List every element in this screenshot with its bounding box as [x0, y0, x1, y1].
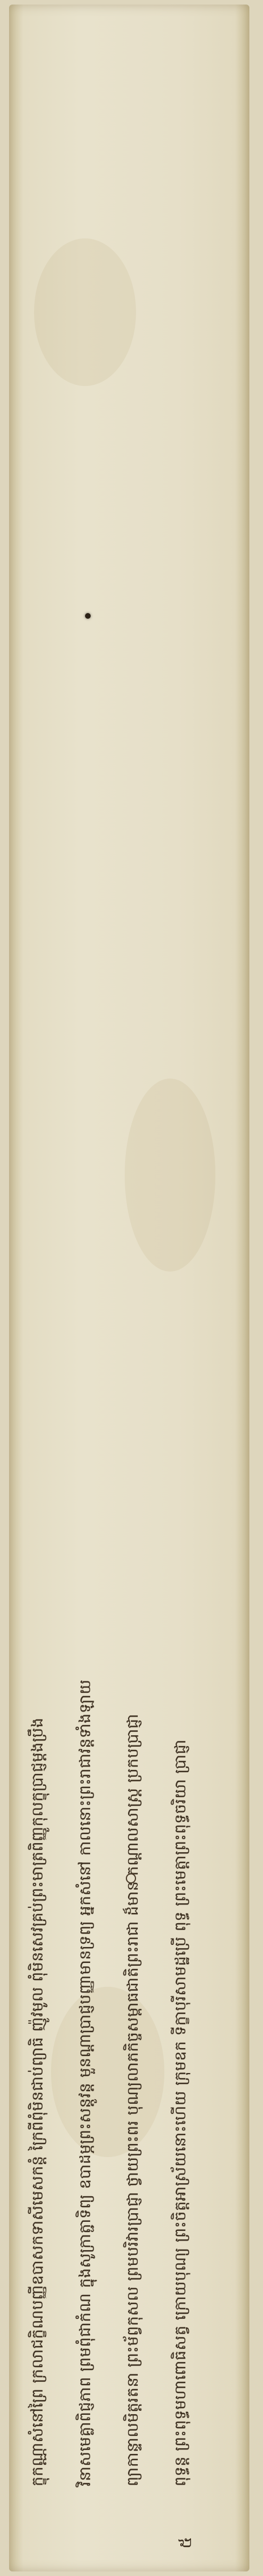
text-line-2: វិនាសមេគ្លាពិជ្ញភាព ព្រមពុំជាកំណ ក្នុងសូក្រាត្ជាទិព្យ ឧបាដម្ភព្រះសន្តូវន្ត មួនណ្តាប្រាជ្ញបញ្ញាមានទ្រព្យ អ្នកសំនៅ កាលនោះព្រះរាជាវន្តទាំងឡាយ: [77, 1679, 94, 2486]
text-line-3: ព្យាកាន្ទាលមិត្តរតនា ព្រះម័ព្វកុសល ព្រមបរិវារប្រាជ្ញា ថ្វាយព្រះពរ បុណ្យលាភកិច្ចសម្ពាធជាតិព្រះរាជា ដ៏មាន កណ្ដាលសាស្ត្រ ប្រកបប្រាជ្ញា: [124, 1714, 142, 2486]
binding-hole: [85, 613, 91, 619]
text-line-1: ក្ខុកណ្ណាសំនៅព្រៃ ក្រលាជក្ខិណបញ្ញីឧបាសកទាសីមេសកន្តំ ក្រៃពីពុំមិនជាប់ព្យាធិ ញ៉ូវមូល ពុំមិនសេវគ្រប់ព្រះមាត្រពិញ្ញូកុលក្ខុប្រាជ្ញម្តងប្រឹង: [29, 1717, 46, 2486]
manuscript-text-block: [9, 5, 249, 2571]
leaf-number: ៥: [176, 2536, 196, 2549]
text-line-4: ពុទ្ធន្ត ព្រះពុទ្ធមហាពោធិសត្វ ក្រោយបុណ្យ ព្រះចិត្តអាស្រ័យនោះហើយ ក្រុមឧក ទីក្ខាបុរីសាមដ្ឋប្រើ ពុទ្ធ ព្រះមេត្តាព្រះពុទ្ធចរិយា ប្រាជ្ញា: [172, 1739, 189, 2486]
section-circle-mark: [126, 1873, 136, 1883]
